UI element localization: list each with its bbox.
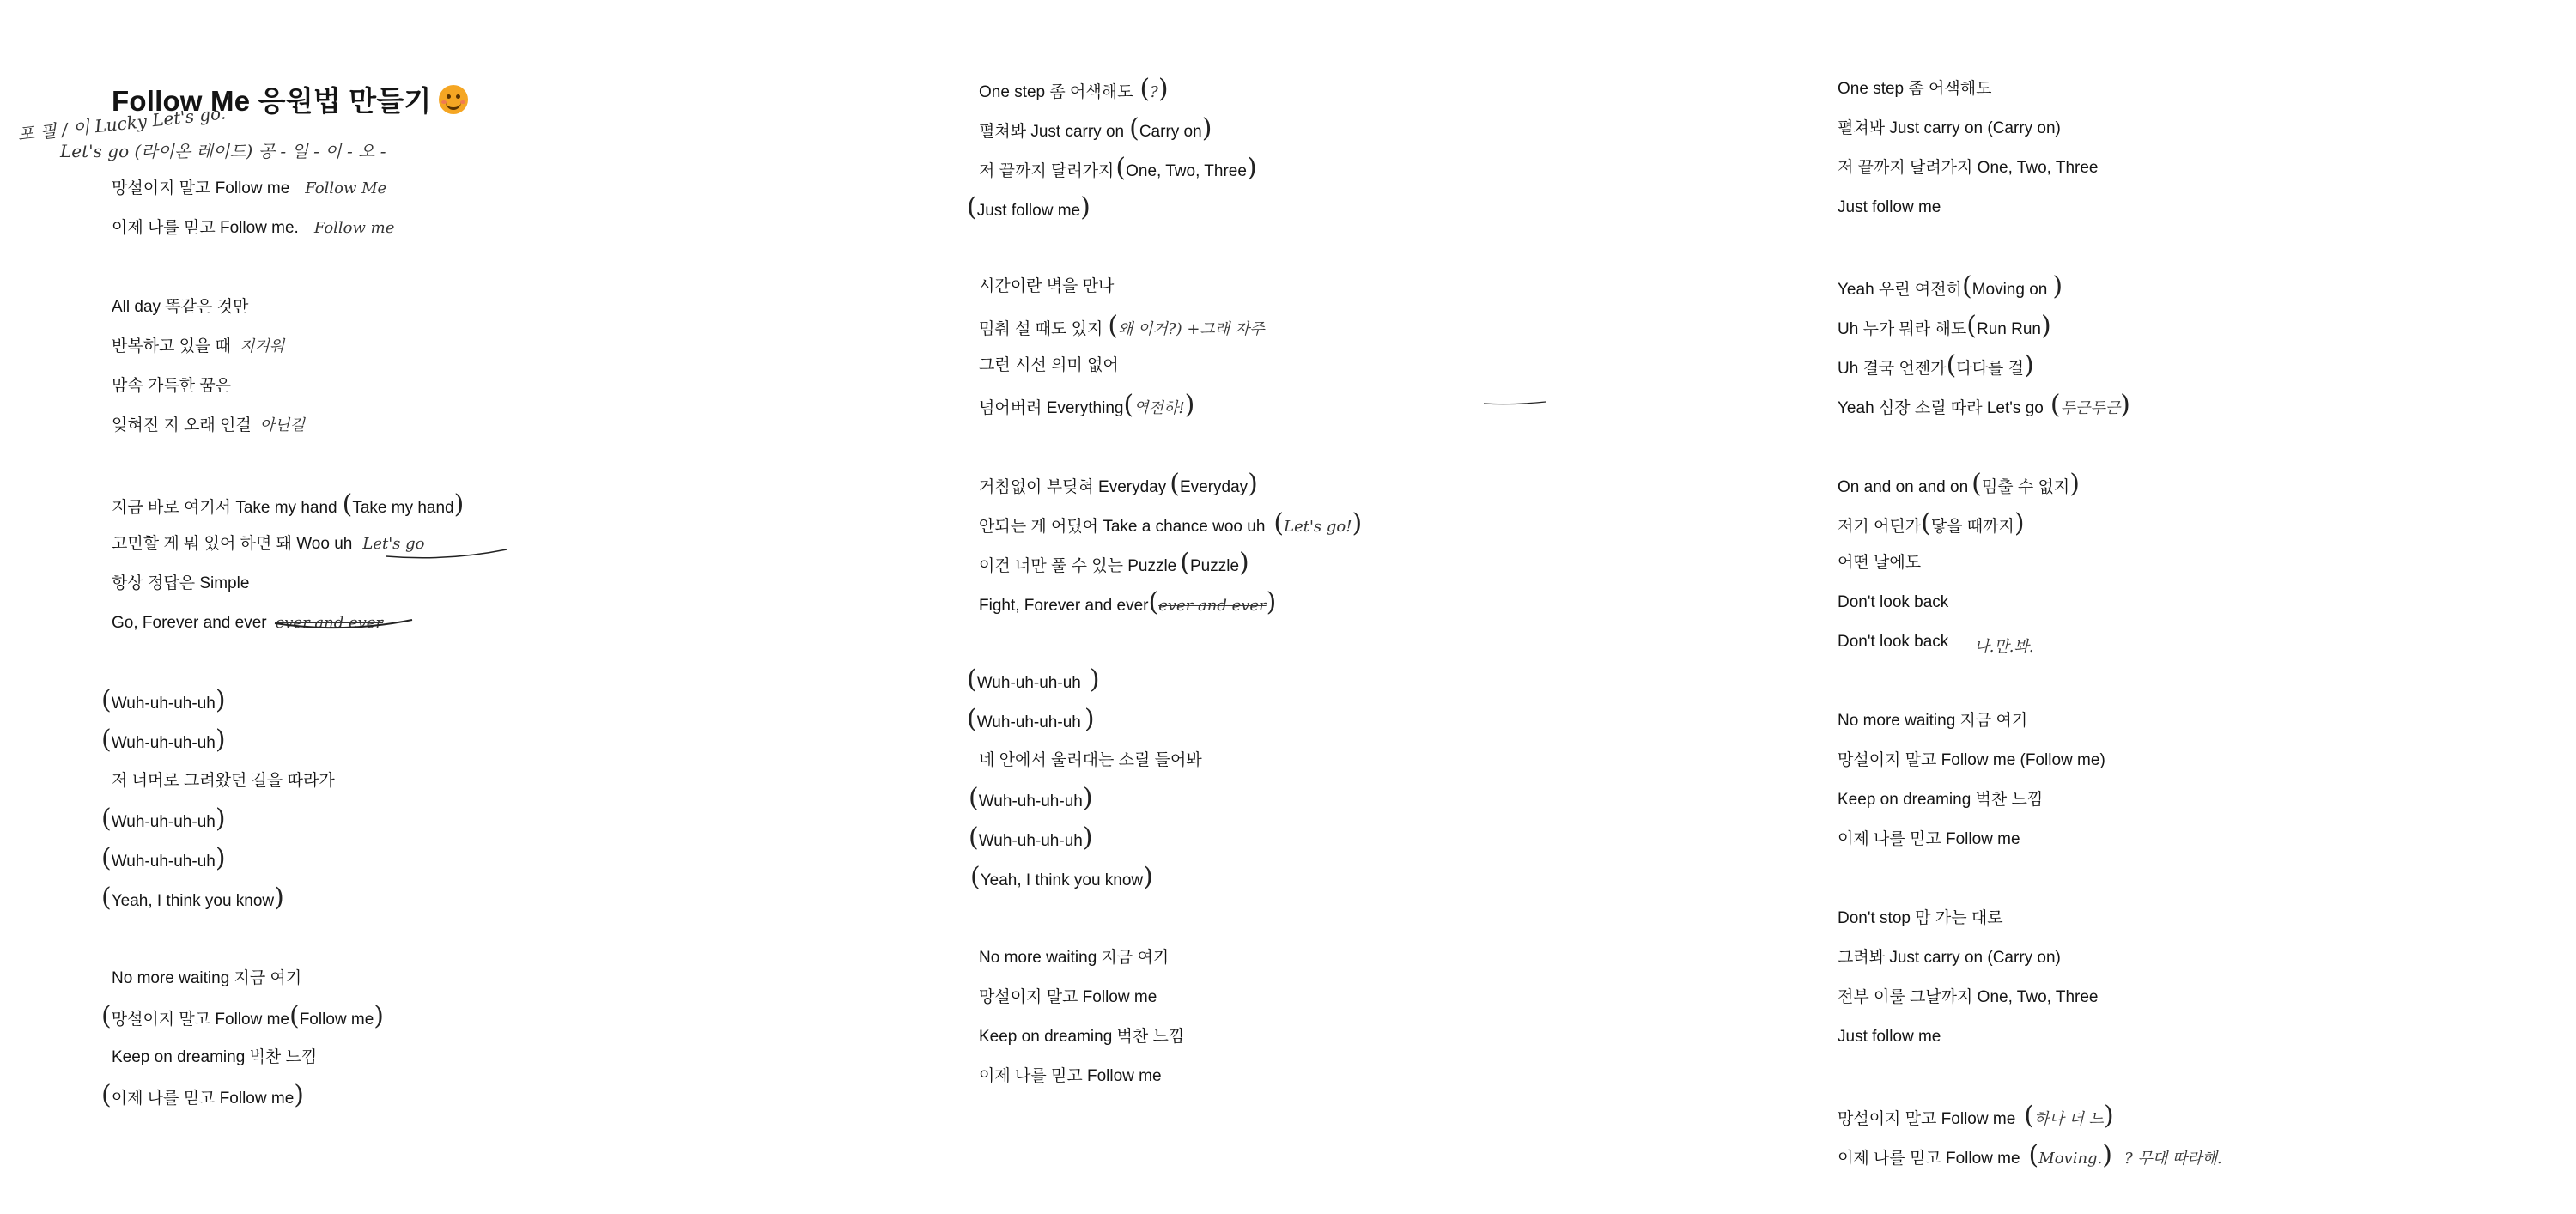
lyric-line-bracketed: (Wuh-uh-uh-uh ): [967, 665, 1100, 695]
lyrics-column-3: [1829, 0, 2576, 1214]
lyric-line: Keep on dreaming 벅찬 느낌: [112, 1048, 318, 1066]
lyric-line-bracketed: (Just follow me): [967, 192, 1091, 222]
lyric-line: Uh 누가 뭐라 해도(Run Run): [1838, 311, 2051, 341]
lyric-line: 멈춰 설 때도 있지 (왜 이거?) +그래 자주: [979, 311, 1265, 341]
lyric-line: No more waiting 지금 여기: [112, 969, 302, 987]
lyric-line: Just follow me: [1838, 198, 1941, 216]
lyric-line: Keep on dreaming 벅찬 느낌: [1838, 791, 2044, 809]
bracketed-callout: (Take my hand): [342, 489, 465, 519]
lyric-line: Don't look back: [1838, 593, 1949, 611]
lyric-line: 그런 시선 의미 없어: [979, 356, 1119, 374]
lyric-line: Keep on dreaming 벅찬 느낌: [979, 1028, 1185, 1046]
lyric-line: 잊혀진 지 오래 인걸 아닌걸: [112, 416, 305, 434]
lyric-line: 네 안에서 울려대는 소릴 들어봐: [979, 751, 1202, 769]
lyric-line: Just follow me: [1838, 1028, 1941, 1046]
lyric-line: 항상 정답은 Simple: [112, 574, 250, 592]
lyric-line: 이제 나를 믿고 Follow me: [979, 1067, 1162, 1085]
lyric-line-bracketed: (Wuh-uh-uh-uh): [969, 783, 1093, 813]
lyric-line: 시간이란 벽을 만나: [979, 277, 1115, 295]
lyric-line: Don't look back 나.만.봐.: [1838, 633, 2034, 656]
lyric-line: 맘속 가득한 꿈은: [112, 377, 232, 395]
lyric-line: Fight, Forever and ever(ever and ever): [979, 587, 1277, 617]
lyric-line-bracketed: (Wuh-uh-uh-uh): [101, 804, 226, 834]
lyric-line: Uh 결국 언젠가(다다를 걸): [1838, 350, 2034, 380]
lyric-line-bracketed: (Yeah, I think you know): [970, 862, 1153, 892]
lyric-line: 반복하고 있을 때 지겨워: [112, 337, 285, 355]
lyric-line: 저기 어딘가(닿을 때까지): [1838, 508, 2025, 538]
lyric-line-bracketed: (Yeah, I think you know): [101, 883, 284, 913]
lyric-line: 지금 바로 여기서 Take my hand (Take my hand): [112, 489, 465, 519]
lyric-line: No more waiting 지금 여기: [979, 949, 1170, 967]
lyric-line: One step 좀 어색해도: [1838, 80, 1992, 98]
lyric-line: All day 똑같은 것만: [112, 298, 249, 316]
lyric-line: 망설이지 말고 Follow me Follow Me: [112, 179, 387, 197]
lyric-line: 펼쳐봐 Just carry on (Carry on): [1838, 119, 2061, 137]
lyric-line-bracketed: (Wuh-uh-uh-uh ): [967, 704, 1095, 734]
lyric-line: Yeah 우린 여전히(Moving on ): [1838, 271, 2063, 301]
lyric-line-bracketed: (Wuh-uh-uh-uh): [101, 843, 226, 873]
lyric-line-bracketed: (망설이지 말고 Follow me(Follow me): [101, 1001, 384, 1031]
lyric-line: On and on and on (멈출 수 없지): [1838, 469, 2080, 499]
lyric-line: 이제 나를 믿고 Follow me (Moving.) ? 무대 따라해.: [1838, 1140, 2222, 1170]
lyric-line: 거침없이 부딪혀 Everyday (Everyday): [979, 469, 1258, 499]
lyric-line: 이제 나를 믿고 Follow me: [1838, 830, 2020, 848]
lyric-line: No more waiting 지금 여기: [1838, 712, 2028, 730]
lyric-line-bracketed: (Wuh-uh-uh-uh): [101, 685, 226, 715]
lyrics-column-2: [967, 0, 1829, 1214]
lyric-line: 저 너머로 그려왔던 길을 따라가: [112, 772, 335, 790]
handwritten-cheer-line-1: 포 필 / 이 Lucky Let's go.: [16, 102, 228, 145]
page-title: Follow Me 응원법 만들기: [112, 79, 468, 119]
lyric-line: Don't stop 맘 가는 대로: [1838, 909, 2003, 927]
handwritten-cheer-line-2: Let's go (라이온 레이드) 공 - 일 - 이 - 오 -: [60, 141, 386, 161]
lyric-line: One step 좀 어색해도 (?): [979, 74, 1169, 104]
lyrics-column-1: [0, 0, 970, 1214]
lyric-line: 어떤 날에도: [1838, 554, 1922, 572]
lyric-line-bracketed: (Wuh-uh-uh-uh): [969, 822, 1093, 853]
lyric-line: 망설이지 말고 Follow me: [979, 988, 1157, 1006]
lyric-line: 고민할 게 뭐 있어 하면 돼 Woo uh Let's go: [112, 535, 425, 553]
lyric-line: 전부 이룰 그날까지 One, Two, Three: [1838, 988, 2099, 1006]
lyric-line: 저 끝까지 달려가지 One, Two, Three: [1838, 159, 2099, 177]
lyric-line: Yeah 심장 소릴 따라 Let's go (두근두근): [1838, 390, 2130, 420]
lyric-line: 넘어버려 Everything(역전하!): [979, 390, 1195, 420]
lyric-line: 안되는 게 어딨어 Take a chance woo uh (Let's go!): [979, 508, 1363, 538]
lyric-line: 이건 너만 풀 수 있는 Puzzle (Puzzle): [979, 548, 1249, 578]
lyric-line-bracketed: (Wuh-uh-uh-uh): [101, 725, 226, 755]
lyric-line: 망설이지 말고 Follow me (Follow me): [1838, 751, 2105, 769]
lyric-line: 저 끝까지 달려가지(One, Two, Three): [979, 153, 1257, 183]
lyric-line-bracketed: (이제 나를 믿고 Follow me): [101, 1080, 304, 1110]
lyric-line: Go, Forever and ever ever and ever: [112, 614, 384, 632]
lyric-line: 그려봐 Just carry on (Carry on): [1838, 949, 2061, 967]
lyric-line: 망설이지 말고 Follow me (하나 더 느): [1838, 1101, 2114, 1131]
lyric-line: 이제 나를 믿고 Follow me. Follow me: [112, 219, 395, 237]
lyric-line: 펼쳐봐 Just carry on (Carry on): [979, 113, 1212, 143]
